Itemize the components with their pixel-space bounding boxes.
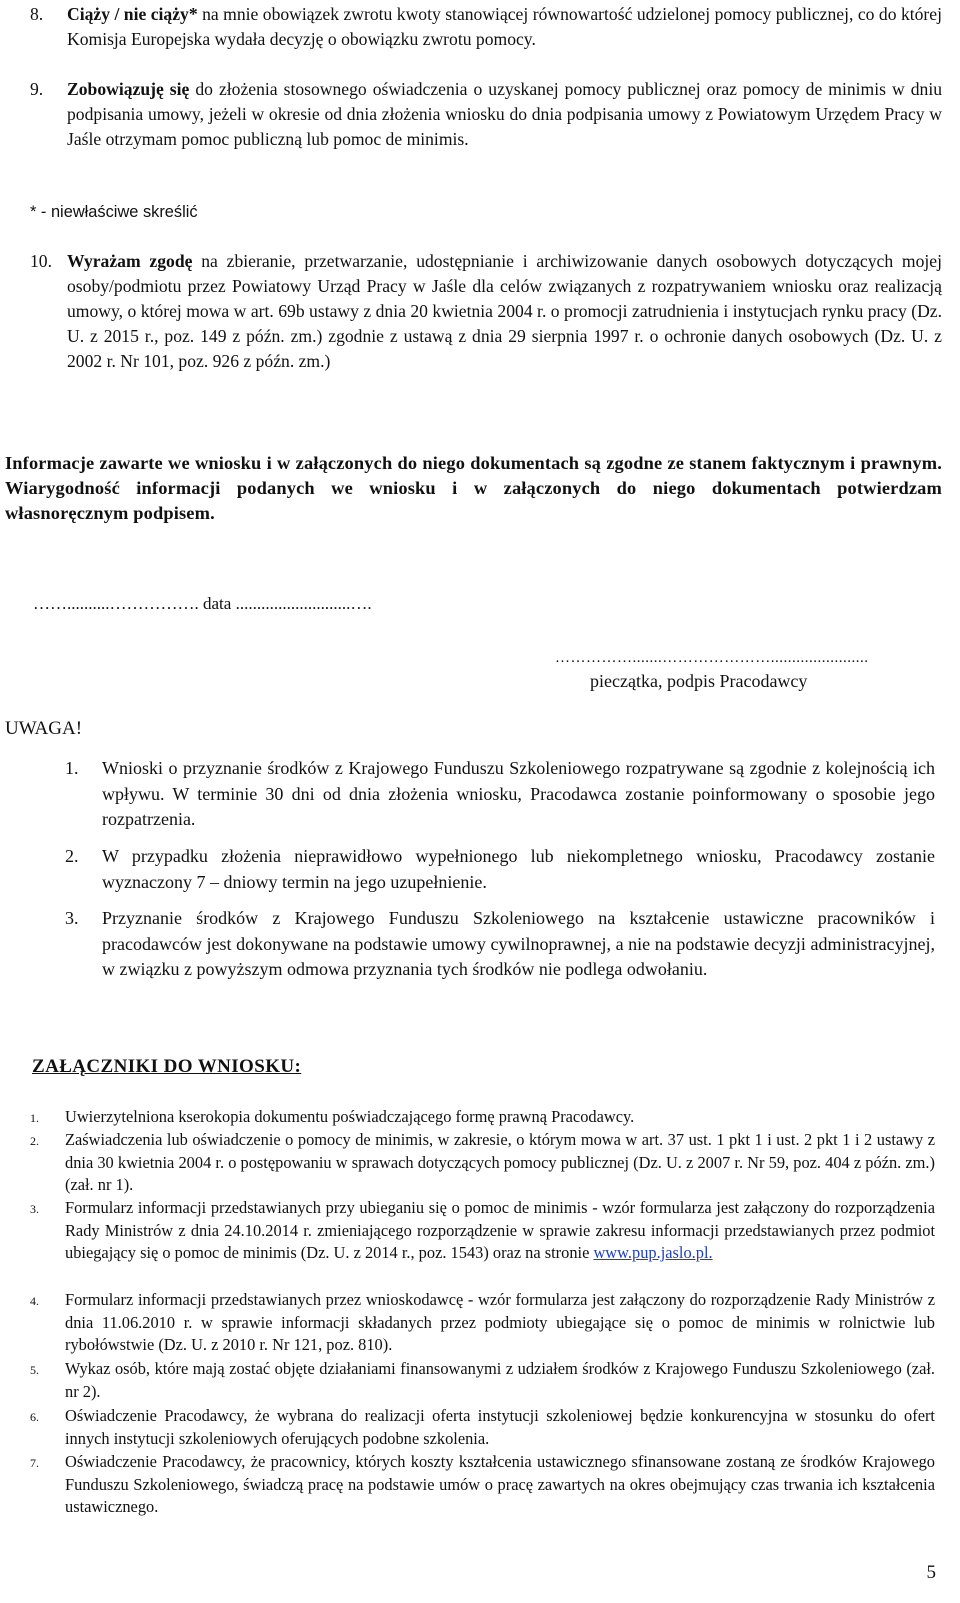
- declaration-item-9: [30, 77, 942, 152]
- footnote: * - niewłaściwe skreślić: [30, 203, 198, 221]
- item-text: Zaświadczenia lub oświadczenie o pomocy de minimis, w zakresie, o którym mowa w art. 37 ust. 1 pkt 1 i ust. 2 pkt 1 i 2 ustawy z dnia 30 kwietnia 2004 r. o postępowaniu w sprawach dotyczących pomocy publicznej (Dz. U. z 2007 r. Nr 59, poz. 404 z późn. zm.) (zał. nr 1).: [65, 1130, 935, 1194]
- item-text: [67, 77, 942, 152]
- item-number: 7.: [30, 1456, 39, 1470]
- item-text: Wykaz osób, które mają zostać objęte działaniami finansowanymi z udziałem środków z Krajowego Funduszu Szkoleniowego (zał. nr 2).: [65, 1359, 935, 1401]
- item-bold-lead: Zobowiązuję się: [67, 79, 190, 99]
- item-number: 3.: [65, 908, 79, 928]
- item-text: [67, 249, 942, 374]
- attachment-item-6: [30, 1405, 935, 1450]
- item-number: 6.: [30, 1410, 39, 1424]
- attachment-item-4: [30, 1289, 935, 1357]
- item-body: na zbieranie, przetwarzanie, udostępnianie i archiwizowanie danych osobowych dotyczących mojej osoby/podmiotu przez Powiatowy Urząd Pracy w Jaśle dla celów związanych z rozpatrywaniem wniosku oraz realizacją umowy, o której mowa w art. 69b ustawy z dnia 20 kwietnia 2004 r. o promocji zatrudnienia i instytucjach rynku pracy (Dz. U. z 2015 r., poz. 149 z późn. zm.) zgodnie z ustawą z dnia 29 sierpnia 1997 r. o ochronie danych osobowych (Dz. U. z 2002 r. Nr 101, poz. 926 z późn. zm.): [67, 251, 942, 371]
- attachment-item-3: [30, 1197, 935, 1265]
- item-text: Oświadczenie Pracodawcy, że wybrana do realizacji oferta instytucji szkoleniowej będzie konkurencyjna w stosunku do ofert innych instytucji szkoleniowych oferujących podobne szkolenia.: [65, 1406, 935, 1448]
- item-number: 9.: [30, 79, 44, 99]
- item-number: 10.: [30, 251, 52, 271]
- item-body: Formularz informacji przedstawianych przy ubieganiu się o pomoc de minimis - wzór formularza jest załączony do rozporządzenia Rady Ministrów z dnia 24.10.2014 r. zmieniającego rozporządzenie w sprawie zakresu informacji przedstawianych przez podmiot ubiegający się o pomoc de minimis (Dz. U. z 2014 r., poz. 1543) oraz na stronie: [65, 1198, 935, 1262]
- item-number: 1.: [65, 758, 79, 778]
- item-bold-lead: Ciąży / nie ciąży*: [67, 4, 198, 24]
- notice-title: UWAGA!: [5, 718, 83, 739]
- item-number: 2.: [30, 1134, 39, 1148]
- notice-item-3: [65, 906, 935, 983]
- item-bold-lead: Wyrażam zgodę: [67, 251, 193, 271]
- attachment-item-5: [30, 1358, 935, 1403]
- item-body: do złożenia stosownego oświadczenia o uzyskanej pomocy publicznej oraz pomocy de minimis w dniu podpisania umowy, jeżeli w okresie od dnia złożenia wniosku do dnia podpisania umowy z Powiatowym Urzędem Pracy w Jaśle otrzymam pomoc publiczną lub pomoc de minimis.: [67, 79, 943, 149]
- consent-item-10: [30, 249, 942, 374]
- item-number: 3.: [30, 1202, 39, 1216]
- page-number: 5: [926, 1562, 936, 1583]
- item-text: Oświadczenie Pracodawcy, że pracownicy, których koszty kształcenia ustawicznego sfinansowane zostaną ze środków Krajowego Funduszu Szkoleniowego, świadczą pracę na podstawie umów o pracę zawartych na okres obejmujący czas trwania ich kształcenia ustawicznego.: [65, 1452, 935, 1516]
- item-text: Uwierzytelniona kserokopia dokumentu poświadczającego formę prawną Pracodawcy.: [65, 1107, 635, 1126]
- declaration-item-8: [30, 2, 942, 52]
- notice-item-2: [65, 844, 935, 895]
- item-number: 5.: [30, 1363, 39, 1377]
- item-text: Formularz informacji przedstawianych przez wnioskodawcę - wzór formularza jest załączony do rozporządzenie Rady Ministrów z dnia 11.06.2010 r. w sprawie informacji składanych przez podmioty ubiegające się o pomoc de minimis w rolnictwie lub rybołówstwie (Dz. U. z 2010 r. Nr 121, poz. 810).: [65, 1290, 935, 1354]
- item-number: 1.: [30, 1111, 39, 1125]
- attachment-item-7: [30, 1451, 935, 1519]
- attachments-title: ZAŁĄCZNIKI DO WNIOSKU:: [32, 1056, 302, 1077]
- notice-item-1: [65, 756, 935, 833]
- attachment-item-2: [30, 1129, 935, 1197]
- item-text: W przypadku złożenia nieprawidłowo wypełnionego lub niekompletnego wniosku, Pracodawcy zostanie wyznaczony 7 – dniowy termin na jego uzupełnienie.: [102, 846, 935, 892]
- attachment-item-1: [30, 1106, 935, 1129]
- website-link[interactable]: www.pup.jaslo.pl.: [593, 1243, 713, 1262]
- item-text: [67, 2, 942, 52]
- item-text: Przyznanie środków z Krajowego Funduszu Szkoleniowego na kształcenie ustawiczne pracowników i pracodawców jest dokonywane na podstawie umowy cywilnoprawnej, a nie na podstawie decyzji administracyjnej, w związku z powyższym odmowa przyznania tych środków nie podlega odwołaniu.: [102, 908, 935, 979]
- item-number: 8.: [30, 4, 44, 24]
- date-field: ……..........……………. data ...........................….: [33, 594, 372, 613]
- item-number: 4.: [30, 1294, 39, 1308]
- item-number: 2.: [65, 846, 79, 866]
- item-body: na mnie obowiązek zwrotu kwoty stanowiącej równowartość udzielonej pomocy publicznej, co do której Komisja Europejska wydała decyzję o obowiązku zwrotu pomocy.: [67, 4, 942, 49]
- item-text: Wnioski o przyznanie środków z Krajowego Funduszu Szkoleniowego rozpatrywane są zgodnie z kolejnością ich wpływu. W terminie 30 dni od dnia złożenia wniosku, Pracodawca zostanie poinformowany o sposobie jego rozpatrzenia.: [102, 758, 935, 829]
- signature-line: …………….......………………….......................: [555, 650, 869, 666]
- signature-label: pieczątka, podpis Pracodawcy: [590, 671, 808, 691]
- truthfulness-statement: Informacje zawarte we wniosku i w załączonych do niego dokumentach są zgodne ze stanem faktycznym i prawnym. Wiarygodność informacji podanych we wniosku i w załączonych do niego dokumentach potwierdzam własnoręcznym podpisem.: [5, 453, 942, 523]
- item-text: [65, 1197, 935, 1265]
